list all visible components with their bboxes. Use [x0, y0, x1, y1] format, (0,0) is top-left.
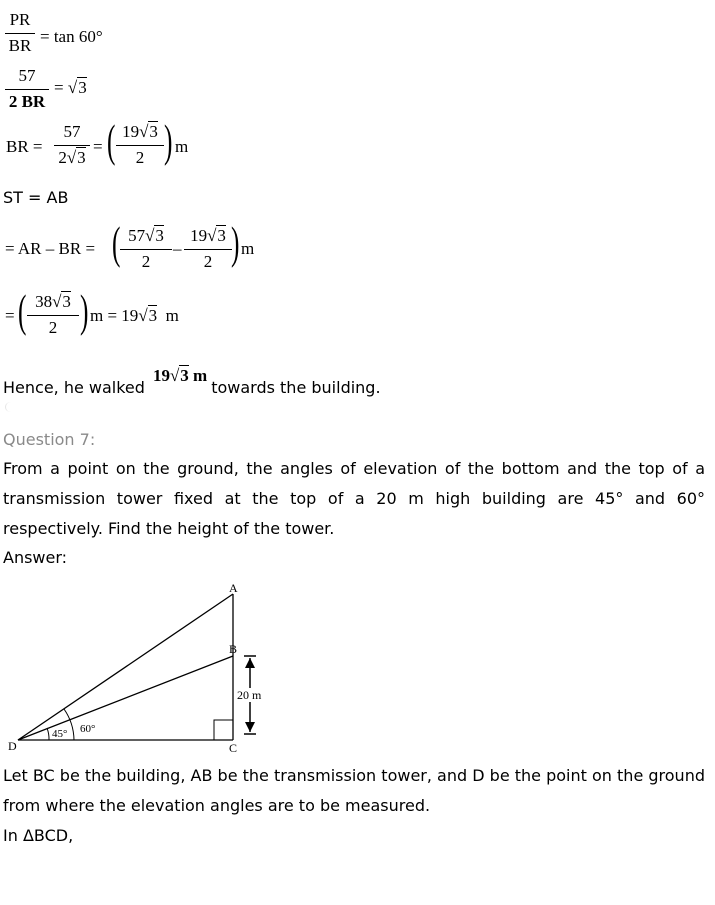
equation-rhs: = √3: [54, 78, 87, 97]
question-text: From a point on the ground, the angles of elevation of the bottom and the top of a transmission tower fixed at the top of a 20 m high building are 45° and 60° respectively. Find the height of the tower.: [3, 459, 705, 538]
line-da: [18, 594, 233, 740]
fraction-57-2br: [5, 66, 49, 112]
angle-60-label: 60°: [80, 723, 96, 735]
line-db: [18, 656, 233, 740]
answer-label: Answer:: [3, 548, 68, 567]
right-angle-mark: [214, 720, 233, 740]
label-c: C: [229, 741, 238, 755]
left-paren: (: [112, 217, 121, 268]
fraction-57root3-2: 57√3 2: [120, 226, 172, 272]
angle-45-arc: [47, 728, 49, 740]
fraction-57-2root3: 57 2√3: [54, 122, 90, 168]
label-b: B: [229, 642, 238, 656]
equation-lhs: BR =: [6, 137, 43, 156]
equation-line-4: ST = AB: [3, 188, 69, 207]
height-label: 20 m: [237, 688, 262, 702]
denominator: 2 BR: [8, 92, 46, 111]
fraction-38root3-2: 38√3 2: [27, 292, 79, 338]
left-paren: (: [18, 285, 27, 336]
decorative-arc-icon: [5, 402, 16, 412]
triangle-diagram: [0, 578, 290, 758]
right-paren: ): [80, 285, 89, 336]
label-a: A: [229, 581, 238, 595]
right-paren: ): [231, 217, 240, 268]
hence-line: Hence, he walked 19√3 m towards the building.: [3, 366, 381, 397]
right-paren: ): [164, 115, 173, 166]
fraction-19root3-2: 19√3 2: [184, 226, 232, 272]
question-label: Question 7:: [3, 430, 96, 449]
angle-45-label: 45°: [52, 728, 68, 740]
numerator: PR: [9, 10, 31, 29]
numerator: 57: [18, 66, 36, 85]
equation-rhs: m = 19√3 m: [90, 306, 179, 325]
hence-value: 19√3 m: [152, 366, 208, 385]
fraction-pr-br: [5, 10, 35, 56]
equation-rhs: = tan 60°: [40, 27, 103, 46]
solution-paragraph: Let BC be the building, AB be the transmission tower, and D be the point on the ground from where the elevation angles are to be measured.: [3, 766, 705, 815]
fraction-19root3-2: 19√3 2: [116, 122, 164, 168]
left-paren: (: [107, 115, 116, 166]
denominator: BR: [8, 36, 32, 55]
solution-triangle-ref: In ΔBCD,: [3, 826, 74, 845]
label-d: D: [8, 739, 17, 753]
